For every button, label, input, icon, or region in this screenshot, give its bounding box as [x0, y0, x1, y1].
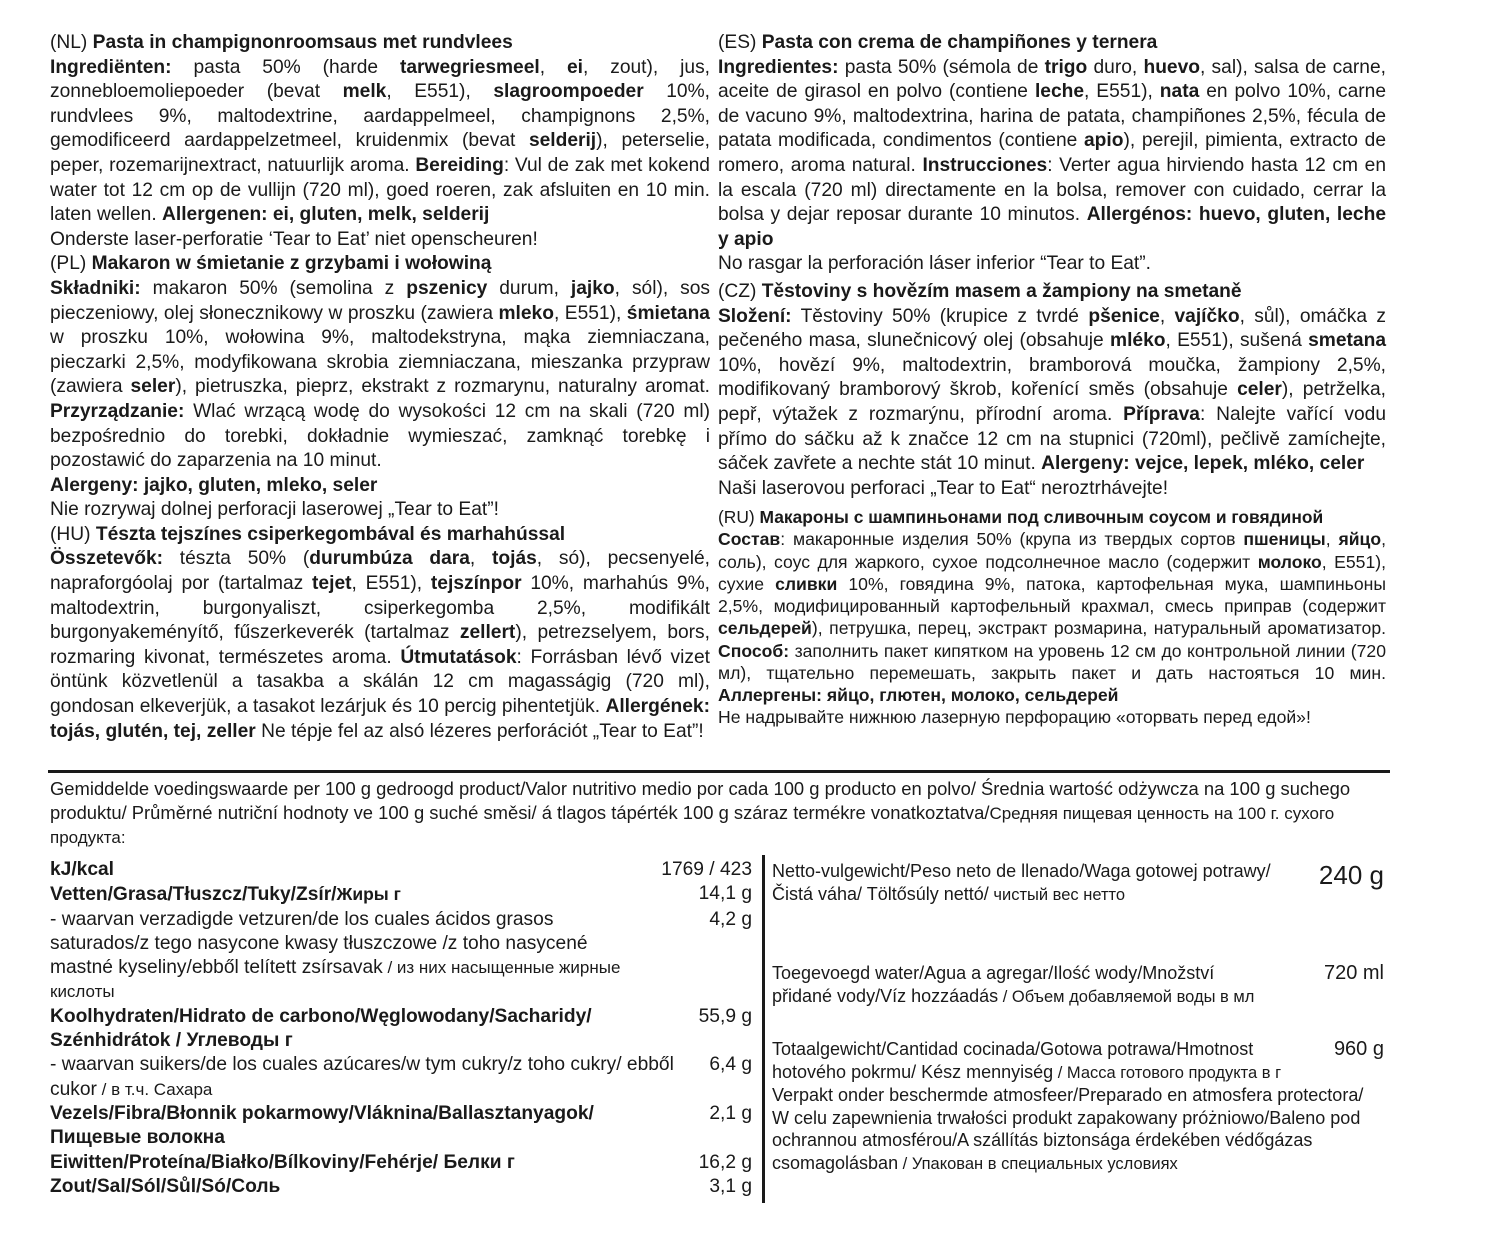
- preparation-label: Instrucciones: [922, 154, 1048, 176]
- nutrition-header-text: Gemiddelde voedingswaarde per 100 g gedroogd product/Valor nutritivo medio por cada 100 g producto en polvo/ Średnia wartość odżywcza na 100 g suchego produktu/ Průměrné nutriční hodnoty ve 100 g suché směsi/ á tlagos tápérték 100 g száraz termékre vonatkoztatva/: [50, 778, 1351, 823]
- label-text: Totaalgewicht/Cantidad cocinada/Gotowa potrawa/Hmotnost hotového pokrmu/ Kész mennyiség: [772, 1039, 1254, 1082]
- lang-code: (NL): [50, 32, 88, 53]
- allergen: ei: [566, 56, 583, 78]
- nutrition-table: [50, 858, 752, 1199]
- allergens-text: Allergenen: ei, gluten, melk, selderij: [162, 204, 490, 226]
- label-text: - waarvan suikers/de los cuales azúcares/w tym cukry/z toho cukry/ ebből cukor: [50, 1054, 674, 1100]
- text: , соль), соус для жаркого, сухое подсолнечное масло (содержит: [718, 529, 1386, 572]
- nutrient-value: 2,1 g: [709, 1102, 752, 1124]
- net-weight-row: [772, 860, 1384, 906]
- packaging-text: Verpakt onder beschermde atmosfeer/Preparado en atmosfera protectora/ W celu zapewnienia trwałości produkt zapakowany próżniowo/Baleno pod ochrannou atmosférou/A szállítás biztonsága érdekében védőgázas csomagolásban: [772, 1085, 1364, 1173]
- nutrient-value: 4,2 g: [709, 908, 752, 930]
- text: pasta 50% (sémola de: [838, 56, 1045, 78]
- text: ), pietruszka, pieprz, ekstrakt z rozmarynu, naturalny aromat.: [175, 376, 711, 398]
- cz-warning: Naši laserovou perforaci „Tear to Eat“ neroztrhávejte!: [718, 477, 1169, 499]
- net-weight-label: [772, 860, 1272, 906]
- cz-title: [718, 280, 1386, 305]
- allergen: celer: [1237, 379, 1282, 401]
- nutrient-value: 55,9 g: [698, 1005, 752, 1027]
- added-water-label: [772, 962, 1272, 1008]
- allergen: durumbúza dara: [309, 548, 470, 570]
- label-text: Toegevoegd water/Agua a agregar/Ilość wody/Množství přidané vody/Víz hozzáadás: [772, 963, 1215, 1006]
- preparation-label: Способ:: [718, 640, 790, 661]
- text: , sól), sos pieczeniowy, olej słonecznikowy w proszku (zawiera: [50, 277, 710, 324]
- net-weight-value: 240 g: [1318, 860, 1384, 890]
- text: 10%, говядина 9%, патока, картофельная мука, шампиньоны 2,5%, модифицированный картофельный крахмал, смесь приправ (содержит: [718, 573, 1386, 617]
- text: tészta 50% (: [163, 548, 310, 570]
- cz-ingredients: [718, 305, 1386, 477]
- hu-warning: Ne tépje fel az alsó lézeres perforációt „Tear to Eat”!: [255, 720, 704, 742]
- label-text-ru: чистый вес нетто: [988, 885, 1126, 904]
- allergens-text: Allergénos: huevo, gluten, leche y apio: [718, 204, 1386, 250]
- total-weight-label: [772, 1038, 1302, 1084]
- text: duro,: [1087, 56, 1144, 78]
- allergen: leche: [1034, 81, 1085, 103]
- pl-warning: Nie rozrywaj dolnej perforacji laserowej „Tear to Eat”!: [50, 499, 499, 521]
- hu-ingredients: [50, 547, 710, 744]
- text: ), peterselie, peper, rozemarijnextract, natuurlijk aroma.: [50, 130, 710, 176]
- allergen: mleko: [498, 302, 554, 324]
- allergen: seler: [130, 376, 176, 398]
- text: , só), pecsenyelé, napraforgóolaj por (tartalmaz: [50, 548, 710, 595]
- allergen: pšenice: [1088, 305, 1160, 327]
- label-text-ru: / Масса готового продукта в г: [1053, 1063, 1282, 1082]
- label-text: - waarvan verzadigde vetzuren/de los cuales ácidos grasos saturados/z tego nasycone kwasy tłuszczowe /z toho nasycené mastné kyseliny/ebből telített zsírsavak: [50, 908, 588, 979]
- es-ingredients: [718, 56, 1386, 253]
- label-text: Vetten/Grasa/Tłuszcz/Tuky/Zsír/: [50, 884, 337, 906]
- allergen: melk: [342, 81, 387, 103]
- text: , sůl), omáčka z pečeného masa, slunečnicový olej (obsahuje: [718, 305, 1386, 352]
- text: , sal), salsa de carne, aceite de girasol en polvo (contiene: [718, 56, 1386, 103]
- section-title: Makaron w śmietanie z grzybami i wołowiną: [91, 253, 492, 275]
- nutrient-label: [50, 1053, 700, 1102]
- ingredients-label: Összetevők:: [50, 548, 164, 570]
- preparation-text: заполнить пакет кипятком на уровень 12 см до контрольной линии (720 мл), тщательно перемешать, закрыть пакет и дать настояться 10 мин.: [718, 640, 1386, 683]
- text: ,: [1159, 305, 1175, 327]
- allergen: jajko: [570, 277, 615, 299]
- preparation-text: : Nalejte vařící vodu přímo do sáčku až k značce 12 cm na stupnici (720ml), pečlivě zamíchejte, sáček zavřete a nechte stát 10 minut.: [718, 403, 1386, 475]
- nl-warning: Onderste laser-perforatie ‘Tear to Eat’ niet openscheuren!: [50, 228, 538, 250]
- added-water-row: [772, 962, 1384, 1008]
- left-column: [50, 31, 710, 744]
- section-title: Tészta tejszínes csiperkegombával és marhahússal: [95, 523, 566, 545]
- lang-code: (RU): [718, 507, 755, 528]
- allergen: молоко: [1257, 551, 1322, 572]
- lang-code: (HU): [50, 523, 91, 545]
- label-text: Netto-vulgewicht/Peso neto de llenado/Waga gotowej potrawy/Čistá váha/ Töltősúly nettó/: [772, 861, 1271, 904]
- text: , E551), sušená: [1165, 330, 1309, 352]
- allergen: pszenicy: [406, 277, 488, 299]
- nl-ingredients: [50, 56, 710, 228]
- ru-warning: Не надрывайте нижнюю лазерную перфорацию «оторвать перед едой»!: [718, 707, 1311, 728]
- preparation-label: Útmutatások: [400, 646, 517, 668]
- text: ), петрушка, перец, экстракт розмарина, натуральный ароматизатор.: [811, 618, 1386, 639]
- allergens-text: Allergének: tojás, glutén, tej, zeller: [50, 696, 710, 742]
- weights-panel: [772, 860, 1384, 1175]
- text: ), petrželka, pepř, výtažek z rozmarýnu, přírodní aroma.: [718, 379, 1386, 425]
- ingredients-label: Ingredientes:: [718, 56, 839, 78]
- allergen: huevo: [1143, 56, 1200, 78]
- es-title: [718, 31, 1386, 56]
- ingredients-label: Składniki:: [50, 277, 141, 299]
- text: ,: [1325, 529, 1339, 550]
- allergen: tejszínpor: [430, 573, 522, 595]
- text: : макаронные изделия 50% (крупа из твердых сортов: [780, 529, 1244, 550]
- allergen: trigo: [1044, 56, 1088, 78]
- text: ), petrezselyem, bors, rozmaring kivonat, természetes aroma.: [50, 622, 710, 668]
- allergen: selderij: [528, 130, 597, 152]
- text: , zout), jus, zonnebloemoliepoeder (bevat: [50, 56, 710, 103]
- total-weight-value: 960 g: [1333, 1038, 1384, 1060]
- ru-title: [718, 506, 1386, 528]
- nutrient-label: kJ/kcal: [50, 859, 115, 880]
- allergens-text: Аллергены: яйцо, глютен, молоко, сельдерей: [718, 684, 1119, 705]
- allergens-text: Alergeny: vejce, lepek, mléko, celer: [1041, 453, 1365, 475]
- nutrition-row-salt: [50, 1175, 752, 1199]
- es-warning: No rasgar la perforación láser inferior “Tear to Eat”.: [718, 253, 1151, 275]
- nutrient-value: 16,2 g: [698, 1151, 752, 1173]
- text: ,: [539, 56, 567, 78]
- allergen: сельдерей: [718, 618, 812, 639]
- text: , E551),: [386, 81, 494, 103]
- preparation-text: : Vul de zak met kokend water tot 12 cm op de vullijn (720 ml), goed roeren, zak afsluiten en 10 min. laten wellen.: [50, 154, 710, 226]
- text: 10%, marhahús 9%, maltodextrin, burgonyaliszt, csiperkegomba 2,5%, modifikált burgonyakeményítő, fűszerkeverék (tartalmaz: [50, 573, 710, 644]
- allergen: tejet: [312, 573, 352, 595]
- label-text-ru: / из них насыщенные жирные кислоты: [50, 958, 621, 1002]
- total-weight-row: [772, 1038, 1384, 1084]
- text: 10%, hovězí 9%, maltodextrin, bramborová moučka, žampiony 2,5%, modifikovaný bramborový škrob, kořenící směs (obsahuje: [718, 354, 1386, 401]
- lang-code: (ES): [718, 32, 757, 53]
- added-water-value: 720 ml: [1323, 962, 1384, 984]
- nutrition-header-ru: Средняя пищевая ценность на 100 г. сухого продукта:: [50, 803, 1335, 847]
- ru-ingredients: [718, 528, 1386, 706]
- section-title: Макароны с шампиньонами под сливочным соусом и говядиной: [759, 507, 1324, 528]
- allergen: apio: [1084, 130, 1124, 152]
- horizontal-divider: [48, 770, 1390, 773]
- allergen: slagroompoeder: [493, 81, 644, 103]
- nl-title: [50, 31, 710, 56]
- nutrient-value: 14,1 g: [698, 883, 752, 905]
- text: ), perejil, pimienta, extracto de romero, aroma natural.: [718, 130, 1386, 176]
- pl-title: [50, 252, 710, 277]
- text: pasta 50% (harde: [171, 56, 400, 78]
- label-text-ru: / в т.ч. Сахара: [96, 1079, 213, 1099]
- text: durum,: [487, 277, 571, 299]
- nutrient-value: 6,4 g: [709, 1054, 752, 1076]
- ingredients-label: Состав: [718, 529, 781, 550]
- pl-allergens: Alergeny: jajko, gluten, mleko, seler: [50, 474, 378, 496]
- allergen: nata: [1159, 81, 1200, 103]
- nutrition-row-fat: [50, 882, 752, 907]
- nutrition-header: [50, 777, 1390, 850]
- allergen: сливки: [775, 573, 838, 594]
- preparation-label: Příprava: [1123, 403, 1200, 425]
- allergen: tojás: [492, 548, 537, 570]
- section-title: Pasta in champignonroomsaus met rundvlees: [92, 32, 513, 53]
- text: en polvo 10%, carne de vacuno 9%, maltodextrina, harina de patata, champiñones 2,5%, fécula de patata modificada, condimentos (contiene: [718, 81, 1387, 152]
- nutrient-label: [50, 882, 699, 907]
- right-column: [718, 31, 1386, 728]
- text: , E551), сухие: [718, 551, 1386, 594]
- allergen: smetana: [1308, 330, 1386, 352]
- allergen: vajíčko: [1174, 305, 1240, 327]
- vertical-divider: [762, 855, 765, 1203]
- text: , E551),: [351, 573, 431, 595]
- allergen: śmietana: [626, 302, 710, 324]
- label-text-ru: Жиры г: [336, 884, 401, 905]
- nutrient-value: 1769 / 423: [661, 859, 752, 880]
- preparation-text: : Forrásban lévő vizet öntünk közvetlenül a tasakba a skálán 12 cm magasságig (720 ml), gondosan elkeverjük, a tasakot lezárjuk és 10 percig pihentetjük.: [50, 646, 710, 718]
- preparation-text: Wlać wrzącą wodę do wysokości 12 cm na skali (720 ml) bezpośrednio do torebki, dokładnie wymieszać, zamknąć torebkę i pozostawić do zaparzenia na 10 minut.: [50, 400, 710, 472]
- preparation-text: : Verter agua hirviendo hasta 12 cm en la escala (720 ml) directamente en la bolsa, remover con cuidado, cerrar la bolsa y dejar reposar durante 10 minutos.: [718, 154, 1386, 226]
- nutrient-label: Eiwitten/Proteína/Białko/Bílkoviny/Fehérje/ Белки г: [50, 1151, 515, 1173]
- section-title: Těstoviny s hovězím masem a žampiony na smetaně: [761, 280, 1242, 302]
- preparation-label: Bereiding: [415, 154, 504, 176]
- nutrient-label: Koolhydraten/Hidrato de carbono/Węglowodany/Sacharidy/ Szénhidrátok / Углеводы г: [50, 1005, 592, 1052]
- text: , E551),: [553, 302, 627, 324]
- text: 10%, rundvlees 9%, maltodextrine, aardappelmeel, champignons 2,5%, gemodificeerd aardappelzetmeel, kruidenmix (bevat: [50, 81, 710, 152]
- text: makaron 50% (semolina z: [140, 277, 407, 299]
- nutrition-row-energy: [50, 858, 752, 882]
- allergen: zellert: [459, 622, 516, 644]
- nutrient-label: [50, 908, 665, 1005]
- packaging-text-ru: / Упакован в специальных условиях: [898, 1154, 1178, 1173]
- lang-code: (PL): [50, 253, 87, 275]
- ingredients-label: Složení:: [718, 305, 792, 327]
- lang-code: (CZ): [718, 280, 757, 302]
- allergen: пшеницы: [1243, 529, 1326, 550]
- allergen: mléko: [1110, 330, 1166, 352]
- allergen: яйцо: [1338, 529, 1382, 550]
- section-title: Pasta con crema de champiñones y ternera: [761, 32, 1158, 53]
- text: w proszku 10%, wołowina 9%, maltodekstryna, mąka ziemniaczana, pieczarki 2,5%, modyfikowana skrobia ziemniaczana, mieszanka przypraw (zawiera: [50, 327, 710, 398]
- nutrient-label: Vezels/Fibra/Błonnik pokarmowy/Vláknina/Ballasztanyagok/ Пищевые волокна: [50, 1102, 594, 1149]
- text: Těstoviny 50% (krupice z tvrdé: [791, 305, 1089, 327]
- nutrient-value: 3,1 g: [709, 1175, 752, 1197]
- nutrition-row-fibre: [50, 1102, 752, 1151]
- nutrition-row-saturates: [50, 908, 752, 1005]
- nutrient-label: Zout/Sal/Sól/Sůl/Só/Соль: [50, 1175, 281, 1197]
- hu-title: [50, 523, 710, 548]
- nutrition-row-protein: [50, 1151, 752, 1175]
- text: ,: [469, 548, 492, 570]
- nutrition-row-carbohydrate: [50, 1005, 752, 1054]
- ingredients-label: Ingrediënten:: [50, 56, 172, 78]
- pl-ingredients: [50, 277, 710, 474]
- packaging-note: [772, 1084, 1382, 1175]
- label-text-ru: / Объем добавляемой воды в мл: [998, 987, 1255, 1006]
- text: , E551),: [1084, 81, 1160, 103]
- preparation-label: Przyrządzanie:: [50, 400, 185, 422]
- allergen: tarwegriesmeel: [400, 56, 540, 78]
- nutrition-row-sugars: [50, 1053, 752, 1102]
